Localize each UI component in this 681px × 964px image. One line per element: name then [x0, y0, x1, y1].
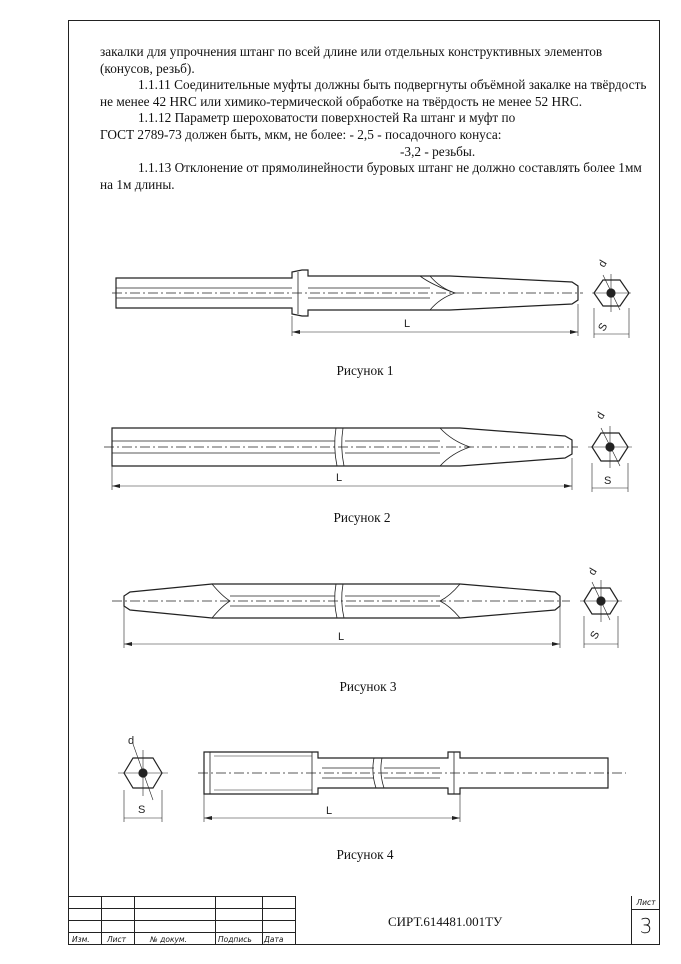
fig1-dim-d: d — [596, 258, 610, 270]
fig2-dim-L: L — [336, 472, 343, 484]
figure-4-drawing — [118, 744, 626, 822]
fig1-dim-S: S — [596, 321, 611, 334]
figure-1-caption: Рисунок 1 — [336, 363, 394, 378]
title-block — [68, 896, 660, 945]
fig2-dim-S: S — [604, 475, 612, 487]
sheet-label: Лист — [636, 898, 656, 907]
fig3-dim-S: S — [588, 629, 603, 642]
fig2-dim-d: d — [594, 410, 608, 422]
fig3-dim-L: L — [338, 631, 345, 643]
document-code: СИРТ.614481.001ТУ — [388, 914, 503, 929]
fig3-dim-d: d — [586, 566, 600, 578]
stamp-col-date: Дата — [264, 935, 284, 944]
sheet-box — [631, 896, 660, 945]
paragraph-1-1-11: 1.1.11 Соединительные муфты должны быть подвергнуты объёмной закалке на твёрдость не менее 42 HRC или химико-термической обработке на твёрдость не менее 52 HRC. — [100, 77, 647, 109]
fig4-dim-L: L — [326, 805, 333, 817]
fig4-dim-S: S — [138, 804, 146, 816]
figure-4-caption: Рисунок 4 — [336, 847, 394, 862]
stamp-col-doc: № докум. — [150, 935, 187, 944]
fig1-dim-L: L — [404, 318, 411, 330]
figure-2-caption: Рисунок 2 — [333, 510, 391, 525]
stamp-col-list: Лист — [107, 935, 127, 944]
paragraph-1-1-13: 1.1.13 Отклонение от прямолинейности буровых штанг не должно составлять более 1мм на 1м длины. — [100, 160, 642, 192]
figure-3-caption: Рисунок 3 — [339, 679, 397, 694]
paragraph-1-1-12: 1.1.12 Параметр шероховатости поверхностей Ra штанг и муфт по — [138, 110, 516, 126]
figure-2-drawing — [104, 426, 632, 492]
sheet-number: 3 — [639, 914, 653, 938]
paragraph-1-1-12-line3: -3,2 - резьбы. — [400, 143, 476, 159]
figure-1-drawing — [112, 270, 631, 338]
figure-3-drawing — [112, 580, 622, 648]
stamp-col-sign: Подпись — [218, 935, 252, 944]
paragraph-intro: закалки для упрочнения штанг по всей длине или отдельных конструктивных элементов (конусов, резьб). — [100, 44, 603, 76]
paragraph-1-1-12-line2: ГОСТ 2789-73 должен быть, мкм, не более: - 2,5 - посадочного конуса: — [100, 126, 502, 142]
fig4-dim-d: d — [128, 735, 135, 747]
stamp-col-izm: Изм. — [72, 935, 90, 944]
